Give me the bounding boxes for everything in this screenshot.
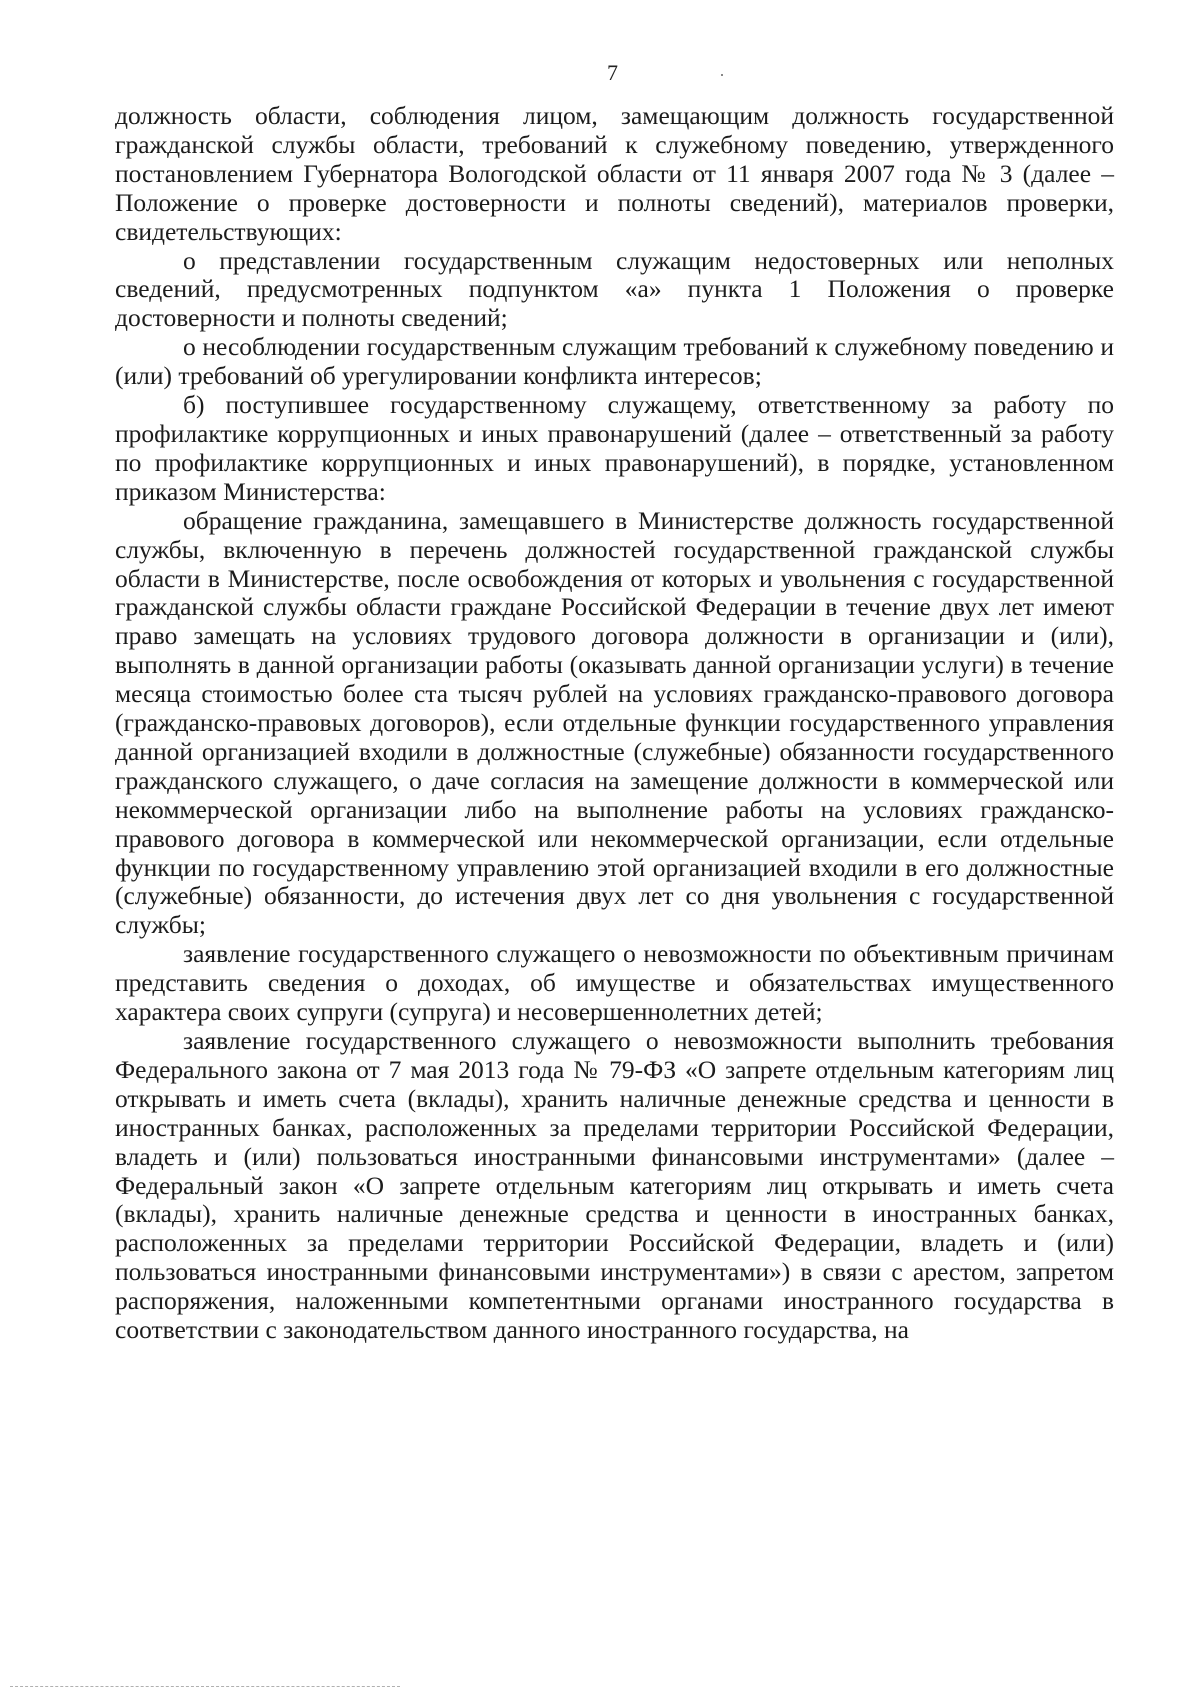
paragraph-foreign-accounts: заявление государственного служащего о невозможности выполнить требования Федерального закона от 7 мая 2013 года № 79-ФЗ «О запрете отдельным категориям лиц открывать и иметь счета (вклады), хранить наличные денежные средства и ценности в иностранных банках, расположенных за пределами территории Российской Федерации, владеть и (или) пользоваться иностранными финансовыми инструментами» (далее – Федеральный закон «О запрете отдельным категориям лиц открывать и иметь счета (вклады), хранить наличные денежные средства и ценности в иностранных банках, расположенных за пределами территории Российской Федерации, владеть и (или) пользоваться иностранными финансовыми инструментами») в связи с арестом, запретом распоряжения, наложенными компетентными органами иностранного государства в соответствии с законодательством данного иностранного государства, на bbox=[115, 1026, 1114, 1345]
paragraph-false-info: о представлении государственным служащим недостоверных или неполных сведений, предусмотренных подпунктом «а» пункта 1 Положения о проверке достоверности и полноты сведений; bbox=[115, 245, 1114, 333]
bottom-scan-line bbox=[10, 1686, 400, 1687]
paragraph-item-b: б) поступившее государственному служащему, ответственному за работу по профилактике коррупционных и иных правонарушений (далее – ответственный за работу по профилактике коррупционных и иных правонарушений), в порядке, установленном приказом Министерства: bbox=[115, 390, 1114, 506]
paragraph-conduct-violation: о несоблюдении государственным служащим требований к служебному поведению и (или) требований об урегулировании конфликта интересов; bbox=[115, 332, 1114, 391]
document-body bbox=[115, 102, 1114, 1345]
paragraph-citizen-appeal: обращение гражданина, замещавшего в Министерстве должность государственной службы, включенную в перечень должностей государственной гражданской службы области в Министерстве, после освобождения от которых и увольнения с государственной гражданской службы области граждане Российской Федерации в течение двух лет имеют право замещать на условиях трудового договора должности в организации и (или), выполнять в данной организации работы (оказывать данной организации услуги) в течение месяца стоимостью более ста тысяч рублей на условиях гражданско-правового договора (гражданско-правовых договоров), если отдельные функции государственного управления данной организацией входили в должностные (служебные) обязанности государственного гражданского служащего, о даче согласия на замещение должности в коммерческой или некоммерческой организации либо на выполнение работы на условиях гражданско-правового договора в коммерческой или некоммерческой организации, если отдельные функции по государственному управлению этой организацией входили в его должностные (служебные) обязанности, до истечения двух лет со дня увольнения с государственной службы; bbox=[115, 505, 1114, 940]
page-number: 7 bbox=[607, 60, 618, 85]
paragraph-continuation: должность области, соблюдения лицом, замещающим должность государственной гражданской службы области, требований к служебному поведению, утвержденного постановлением Губернатора Вологодской области от 11 января 2007 года № 3 (далее – Положение о проверке достоверности и полноты сведений), материалов проверки, свидетельствующих: bbox=[115, 101, 1114, 246]
scan-speck bbox=[721, 74, 723, 76]
paragraph-income-statement: заявление государственного служащего о невозможности по объективным причинам представить сведения о доходах, об имуществе и обязательствах имущественного характера своих супруги (супруга) и несовершеннолетних детей; bbox=[115, 939, 1114, 1027]
